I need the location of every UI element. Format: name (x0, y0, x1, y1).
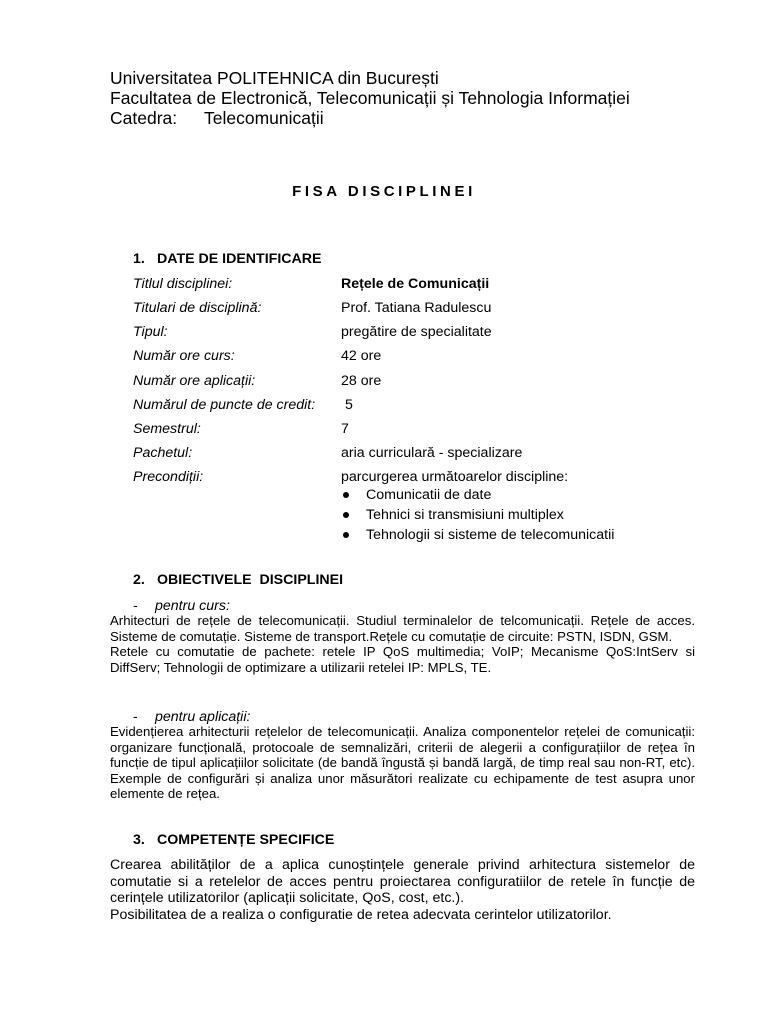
section-2-title: OBIECTIVELE DISCIPLINEI (157, 572, 344, 588)
id-row-label: Titulari de disciplină: (133, 300, 262, 316)
list-item-text: Tehnologii si sisteme de telecomunicatii (366, 527, 615, 543)
id-row-label: Număr ore aplicații: (133, 373, 256, 389)
list-item (341, 486, 614, 506)
id-row-label: Număr ore curs: (133, 348, 235, 364)
curs-text-1: Arhitecturi de rețele de telecomunicații. Studiul terminalelor de telcomunicații. Rețele de acces. Sisteme de comutație. Sisteme de transport.Rețele cu comutație de circuite: PSTN, ISDN, GSM. (110, 613, 695, 644)
list-item (341, 526, 614, 546)
section-3-title: COMPETENȚE SPECIFICE (157, 832, 335, 848)
bullet-icon (343, 532, 349, 538)
faculty-name: Facultatea de Electronică, Telecomunicații și Tehnologia Informației (110, 88, 630, 108)
section-1-number: 1. (133, 251, 145, 267)
dash-marker: - (133, 709, 138, 725)
id-row-value: 28 ore (341, 373, 382, 389)
bullet-icon (343, 492, 349, 498)
curs-text-2: Retele cu comutatie de pachete: retele IP QoS multimedia; VoIP; Mecanisme QoS:IntServ si DiffServ; Tehnologii de optimizare a utilizarii retelei IP: MPLS, TE. (110, 644, 695, 675)
aplicatii-paragraph (110, 724, 695, 802)
curs-subheading (133, 598, 230, 614)
catedra-value: Telecomunicații (204, 108, 324, 128)
aplicatii-label: pentru aplicații: (155, 709, 251, 725)
id-row-value: 5 (345, 397, 353, 413)
id-row-label: Semestrul: (133, 421, 201, 437)
university-name: Universitatea POLITEHNICA din București (110, 68, 439, 88)
document-header (110, 68, 630, 128)
id-row-value: Prof. Tatiana Radulescu (341, 300, 492, 316)
section-2-number: 2. (133, 572, 145, 588)
id-row-value: Rețele de Comunicații (341, 276, 490, 292)
list-item-text: Tehnici si transmisiuni multiplex (366, 507, 564, 523)
preconditions-list (341, 486, 614, 546)
id-row-label: Precondiții: (133, 469, 204, 485)
id-row-label: Tipul: (133, 324, 168, 340)
section-1-heading (133, 251, 321, 267)
section-1-title: DATE DE IDENTIFICARE (157, 251, 322, 267)
id-row-label: Numărul de puncte de credit: (133, 397, 316, 413)
competente-paragraph (110, 857, 695, 923)
id-row-value: aria curriculară - specializare (341, 445, 523, 461)
curs-paragraph (110, 613, 695, 675)
section-3-heading (133, 832, 334, 848)
curs-label: pentru curs: (155, 598, 230, 614)
competente-text-2: Posibilitatea de a realiza o configuratie de retea adecvata cerintelor utilizatorilor. (110, 906, 612, 923)
list-item-text: Comunicatii de date (366, 487, 492, 503)
aplicatii-subheading (133, 709, 250, 725)
id-row-label: Titlul disciplinei: (133, 276, 233, 292)
section-3-number: 3. (133, 832, 145, 848)
id-row-value: 42 ore (341, 348, 382, 364)
catedra-line (110, 108, 630, 128)
catedra-label: Catedra: (110, 108, 178, 128)
aplicatii-text: Evidențierea arhitecturii rețelelor de telecomunicații. Analiza componentelor rețelei de comunicații: organizare funcțională, protocoale de semnalizări, criterii de alegerii a configurațiilor de rețea în funcție de tipul aplicațiilor solicitate (de bandă îngustă și bandă largă, de timp real sau non-RT, etc). Exemple de configurări și analiza unor măsurători realizate cu echipamente de test asupra unor elemente de rețea. (110, 724, 695, 801)
bullet-icon (343, 512, 349, 518)
id-row-value: 7 (341, 421, 349, 437)
id-row-value: pregătire de specialitate (341, 324, 492, 340)
document-title: FISA DISCIPLINEI (292, 183, 476, 200)
id-row-label: Pachetul: (133, 445, 193, 461)
competente-text-1: Crearea abilităților de a aplica cunoștințele generale privind arhitectura sistemelor de comutatie si a retelelor de acces pentru proiectarea configuratiilor de retele în funcție de cerințele utilizatorilor (aplicații solicitate, QoS, cost, etc.). (110, 857, 695, 906)
list-item (341, 506, 614, 526)
section-2-heading (133, 572, 343, 588)
id-row-value: parcurgerea următoarelor discipline: (341, 469, 569, 485)
dash-marker: - (133, 598, 138, 614)
